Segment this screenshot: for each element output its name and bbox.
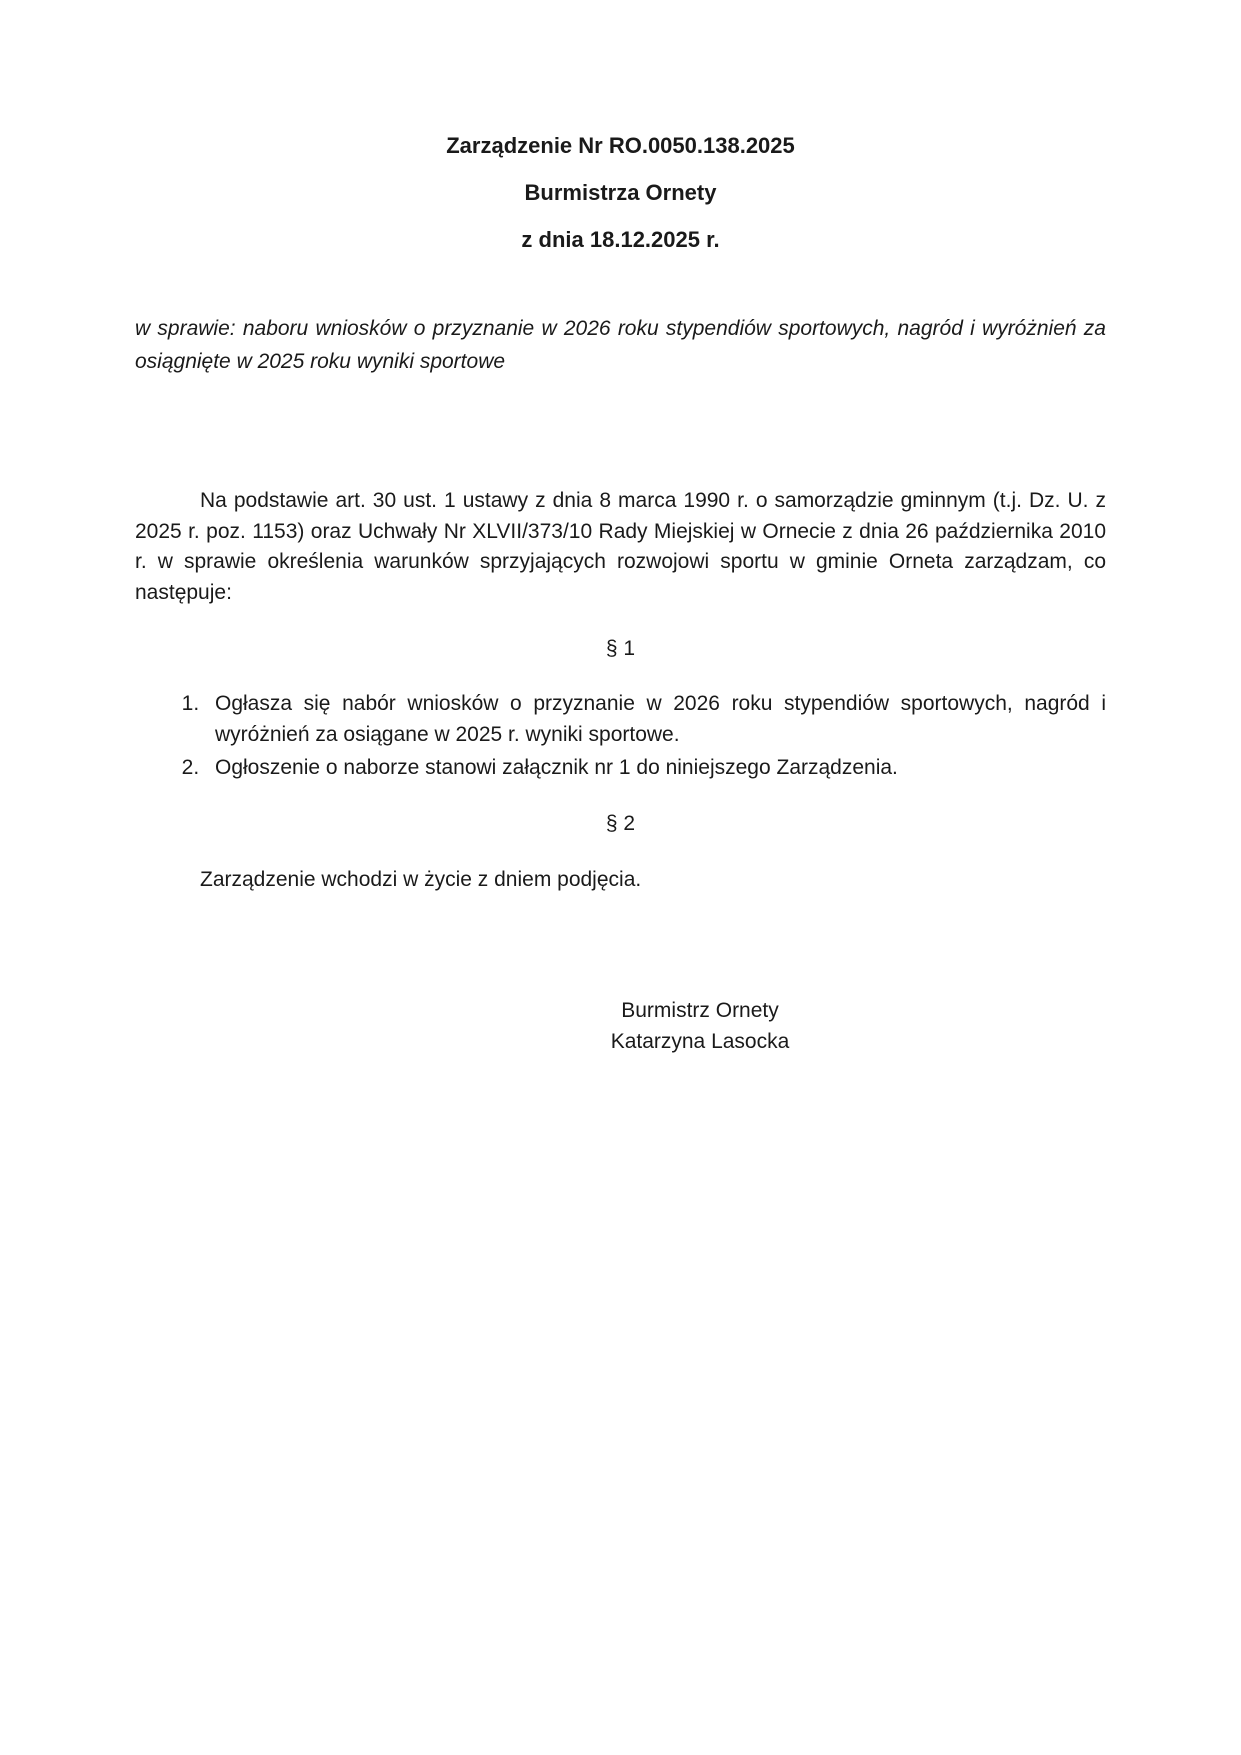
signature-block <box>550 995 850 1057</box>
legal-basis-paragraph: Na podstawie art. 30 ust. 1 ustawy z dnia 8 marca 1990 r. o samorządzie gminnym (t.j. Dz. U. z 2025 r. poz. 1153) oraz Uchwały Nr XLVII/373/10 Rady Miejskiej w Ornecie z dnia 26 października 2010 r. w sprawie określenia warunków sprzyjających rozwojowi sportu w gminie Orneta zarządzam, co następuje: <box>135 489 1106 604</box>
effective-date-paragraph: Zarządzenie wchodzi w życie z dniem podjęcia. <box>200 868 642 891</box>
document-subject: w sprawie: naboru wniosków o przyznanie w 2026 roku stypendiów sportowych, nagród i wyróżnień za osiągnięte w 2025 roku wyniki sportowe <box>135 317 1106 373</box>
section-2-heading: § 2 <box>605 812 636 835</box>
signer-title: Burmistrz Ornety <box>621 999 779 1022</box>
section-1-heading: § 1 <box>605 637 636 660</box>
document-title-date: z dnia 18.12.2025 r. <box>521 227 720 252</box>
provision-item: 1. Ogłasza się nabór wniosków o przyznanie w 2026 roku stypendiów sportowych, nagród i wyróżnień za osiągane w 2025 r. wyniki sportowe. <box>205 688 1106 750</box>
signer-name: Katarzyna Lasocka <box>610 1030 790 1053</box>
provision-item: 2. Ogłoszenie o naborze stanowi załącznik nr 1 do niniejszego Zarządzenia. <box>205 752 1106 783</box>
document-title-authority: Burmistrza Ornety <box>524 180 717 205</box>
document-header <box>135 132 1106 254</box>
document-title-number: Zarządzenie Nr RO.0050.138.2025 <box>446 133 795 158</box>
section-1-provisions-list <box>135 688 1106 783</box>
